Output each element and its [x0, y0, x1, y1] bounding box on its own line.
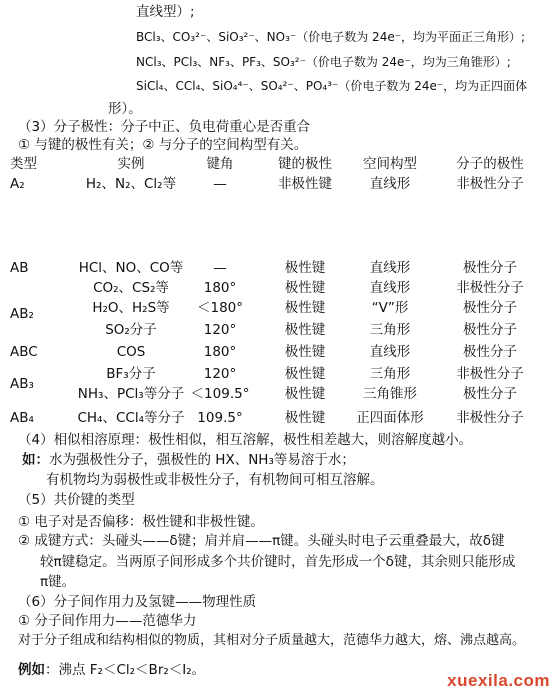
text-line: BCl₃、CO₃²⁻、SiO₃²⁻、NO₃⁻（价电子数为 24e⁻，均为平面正三角形）;: [136, 30, 526, 44]
text-line: NCl₃、PCl₃、NF₃、PF₃、SO₃²⁻（价电子数为 24e⁻，均为三角锥形）;: [136, 55, 511, 69]
cell-bond: 极性键: [284, 260, 326, 276]
table-row: [0, 408, 560, 428]
cell-geometry: “V”形: [371, 300, 409, 316]
cell-angle: 180°: [203, 344, 237, 360]
cell-geometry: 正四面体形: [356, 410, 424, 426]
cell-geometry: 直线形: [369, 176, 411, 192]
watermark-logo: xuexila.com: [447, 671, 550, 690]
cell-angle: 120°: [203, 366, 237, 382]
cell-type: AB₄: [10, 410, 34, 426]
table-row: [0, 342, 560, 362]
example-text: ：沸点 F₂＜Cl₂＜Br₂＜I₂。: [45, 662, 206, 678]
table-row: [0, 258, 560, 278]
cell-example: H₂O、H₂S等: [92, 300, 170, 316]
cell-bond: 极性键: [284, 410, 326, 426]
table-row: [0, 298, 560, 322]
cell-type: A₂: [10, 176, 25, 192]
cell-bond: 极性键: [284, 280, 326, 296]
text-line: [18, 660, 205, 680]
cell-geometry: 三角形: [369, 366, 411, 382]
text-line: π键。: [40, 574, 76, 590]
section-heading: （3）分子极性：分子中正、负电荷重心是否重合: [18, 119, 311, 135]
text-line: ① 与键的极性有关；② 与分子的空间构型有关。: [18, 137, 308, 153]
cell-bond: 极性键: [284, 366, 326, 382]
cell-angle: ＜180°: [196, 300, 244, 316]
cell-angle: 109.5°: [197, 410, 243, 426]
table-row: [0, 364, 560, 384]
cell-polarity: 极性分子: [463, 260, 517, 276]
cell-example: H₂、N₂、Cl₂等: [85, 176, 177, 192]
text-line: 形）。: [108, 101, 142, 117]
header-type: 类型: [10, 156, 37, 172]
cell-polarity: 非极性分子: [456, 410, 524, 426]
header-polarity: 分子的极性: [456, 156, 524, 172]
cell-type: ABC: [10, 344, 38, 360]
cell-geometry: 直线形: [369, 344, 411, 360]
example-text: 水为强极性分子，强极性的 HX、NH₃等易溶于水；: [49, 452, 355, 468]
cell-type: AB₂: [10, 306, 34, 322]
text-line: 较π键稳定。当两原子间形成多个共价键时，首先形成一个δ键，其余则只能形成: [40, 554, 516, 570]
table-row: [0, 174, 560, 194]
table-header-row: [0, 154, 560, 174]
cell-example: HCl、NO、CO等: [78, 260, 184, 276]
header-geometry: 空间构型: [363, 156, 417, 172]
cell-example: CH₄、CCl₄等分子: [77, 410, 185, 426]
header-angle: 键角: [206, 156, 234, 172]
cell-example: NH₃、PCl₃等分子: [77, 386, 185, 402]
cell-example: BF₃分子: [106, 366, 156, 382]
text-line: ② 成键方式：头碰头——δ键；肩并肩——π键。头碰头时电子云重叠最大，故δ键: [18, 533, 505, 549]
text-line: SiCl₄、CCl₄、SiO₄⁴⁻、SO₄²⁻、PO₄³⁻（价电子数为 24e⁻，均为正四面体: [136, 79, 528, 93]
table-row: [0, 376, 560, 404]
cell-example: COS: [116, 344, 146, 360]
cell-polarity: 非极性分子: [456, 280, 524, 296]
cell-polarity: 非极性分子: [456, 176, 524, 192]
cell-polarity: 非极性分子: [456, 366, 524, 382]
cell-angle: —: [213, 260, 227, 276]
cell-angle: —: [213, 176, 227, 192]
cell-geometry: 直线形: [369, 280, 411, 296]
cell-angle: ＜109.5°: [190, 386, 250, 402]
section-heading: （4）相似相溶原理：极性相似，相互溶解，极性相差越大，则溶解度越小。: [18, 432, 473, 448]
header-example: 实例: [117, 156, 145, 172]
text-line: ① 电子对是否偏移：极性键和非极性键。: [18, 514, 264, 530]
cell-bond: 极性键: [284, 386, 326, 402]
example-prefix: 例如: [18, 662, 45, 678]
section-heading: （6）分子间作用力及氢键——物理性质: [18, 594, 257, 610]
cell-polarity: 极性分子: [463, 322, 517, 338]
text-line: ① 分子间作用力——范德华力: [18, 613, 197, 629]
cell-example: CO₂、CS₂等: [93, 280, 169, 296]
cell-example: SO₂分子: [105, 322, 157, 338]
cell-geometry: 三角锥形: [363, 386, 417, 402]
cell-angle: 120°: [203, 322, 237, 338]
cell-bond: 极性键: [284, 300, 326, 316]
cell-bond: 极性键: [284, 344, 326, 360]
cell-polarity: 极性分子: [463, 386, 517, 402]
example-prefix: 如：: [22, 452, 49, 468]
cell-bond: 非极性键: [278, 176, 332, 192]
text-line: [22, 450, 355, 470]
cell-polarity: 极性分子: [463, 344, 517, 360]
cell-geometry: 直线形: [369, 260, 411, 276]
section-heading: （5）共价键的类型: [18, 492, 135, 508]
cell-bond: 极性键: [284, 322, 326, 338]
cell-angle: 180°: [203, 280, 237, 296]
table-row: [0, 320, 560, 340]
text-line: 直线型）;: [136, 4, 195, 20]
text-line: 有机物均为弱极性或非极性分子，有机物间可相互溶解。: [46, 472, 384, 488]
cell-geometry: 三角形: [369, 322, 411, 338]
cell-type: AB: [10, 260, 29, 276]
header-bond: 键的极性: [278, 156, 332, 172]
text-line: 对于分子组成和结构相似的物质，其相对分子质量越大，范德华力越大，熔、沸点越高。: [18, 633, 526, 648]
cell-polarity: 极性分子: [463, 300, 517, 316]
table-row: [0, 278, 560, 298]
cell-type: AB₃: [10, 376, 34, 392]
